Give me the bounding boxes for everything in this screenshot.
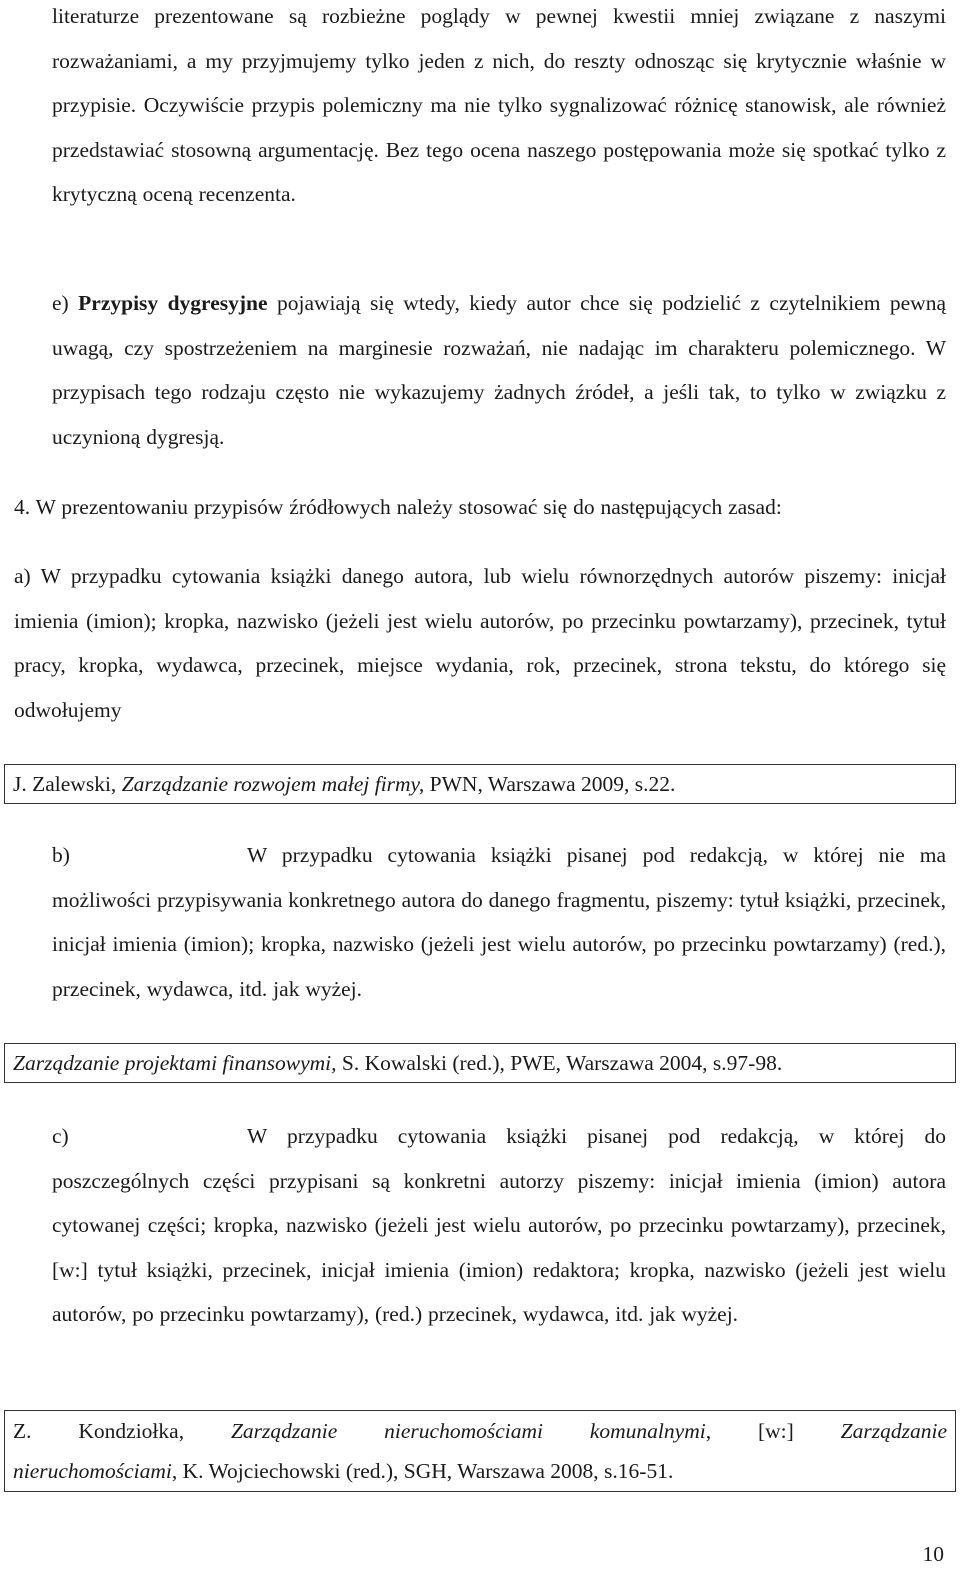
citation-book-title-part2: nieruchomościami: [13, 1459, 172, 1483]
citation-details: , K. Wojciechowski (red.), SGH, Warszawa 2008, s.16-51.: [171, 1459, 674, 1483]
citation-details: S. Kowalski (red.), PWE, Warszawa 2004, s.97-98.: [336, 1051, 783, 1075]
section-heading-4: 4. W prezentowaniu przypisów źródłowych należy stosować się do następujących zasad:: [14, 495, 782, 519]
citation-details: PWN, Warszawa 2009, s.22.: [424, 772, 676, 796]
list-marker: b): [52, 843, 70, 867]
list-marker: e): [52, 291, 69, 315]
example-citation-3: [4, 1410, 956, 1492]
paragraph-polemical-footnotes: literaturze prezentowane są rozbieżne poglądy w pewnej kwestii mniej związane z naszymi rozważaniami, a my przyjmujemy tylko jeden z nich, do reszty odnosząc się krytycznie właśnie w przypisie. Oczywiście przypis polemiczny ma nie tylko sygnalizować różnicę stanowisk, ale również przedstawiać stosowną argumentację. Bez tego ocena naszego postępowania może się spotkać tylko z krytyczną oceną recenzenta.: [52, 4, 946, 207]
citation-title: Zarządzanie projektami finansowymi,: [13, 1051, 337, 1075]
example-citation-2: [4, 1043, 956, 1083]
paragraph-rule-b: [52, 833, 946, 1011]
paragraph-text: W przypadku cytowania książki pisanej pod redakcją, w której do poszczególnych części przypisani są konkretni autorzy piszemy: inicjał imienia (imion) autora cytowanej części; kropka, nazwisko (jeżeli jest wielu autorów, po przecinku powtarzamy), przecinek, [w:] tytuł książki, przecinek, inicjał imienia (imion) redaktora; kropka, nazwisko (jeżeli jest wielu autorów, po przecinku powtarzamy), (red.) przecinek, wydawca, itd. jak wyżej.: [52, 1124, 946, 1327]
paragraph-text: pojawiają się wtedy, kiedy autor chce się podzielić z czytelnikiem pewną uwagą, czy spostrzeżeniem na marginesie rozważań, nie nadając im charakteru polemicznego. W przypisach tego rodzaju często nie wykazujemy żadnych źródeł, a jeśli tak, to tylko w związku z uczynioną dygresją.: [52, 291, 946, 449]
paragraph-digressive-footnotes: [52, 281, 946, 459]
citation-separator: , [w:]: [705, 1419, 841, 1443]
citation-author: J. Zalewski,: [13, 772, 122, 796]
citation-author: Z. Kondziołka,: [13, 1419, 231, 1443]
list-marker: c): [52, 1124, 69, 1148]
citation-book-title-part1: Zarządzanie: [840, 1419, 947, 1443]
example-citation-1: [4, 764, 956, 804]
paragraph-text: W przypadku cytowania książki pisanej pod redakcją, w której nie ma możliwości przypisywania konkretnego autora do danego fragmentu, piszemy: tytuł książki, przecinek, inicjał imienia (imion); kropka, nazwisko (jeżeli jest wielu autorów, po przecinku powtarzamy) (red.), przecinek, wydawca, itd. jak wyżej.: [52, 843, 946, 1001]
paragraph-rule-a: a) W przypadku cytowania książki danego autora, lub wielu równorzędnych autorów piszemy: inicjał imienia (imion); kropka, nazwisko (jeżeli jest wielu autorów, po przecinku powtarzamy), przecinek, tytuł pracy, kropka, wydawca, przecinek, miejsce wydania, rok, przecinek, strona tekstu, do którego się odwołujemy: [14, 564, 946, 722]
citation-title: Zarządzanie nieruchomościami komunalnymi: [230, 1419, 706, 1443]
citation-title: Zarządzanie rozwojem małej firmy,: [121, 772, 425, 796]
paragraph-rule-c: [52, 1114, 946, 1337]
page-number: 10: [922, 1542, 944, 1566]
term-bold: Przypisy dygresyjne: [78, 291, 268, 315]
